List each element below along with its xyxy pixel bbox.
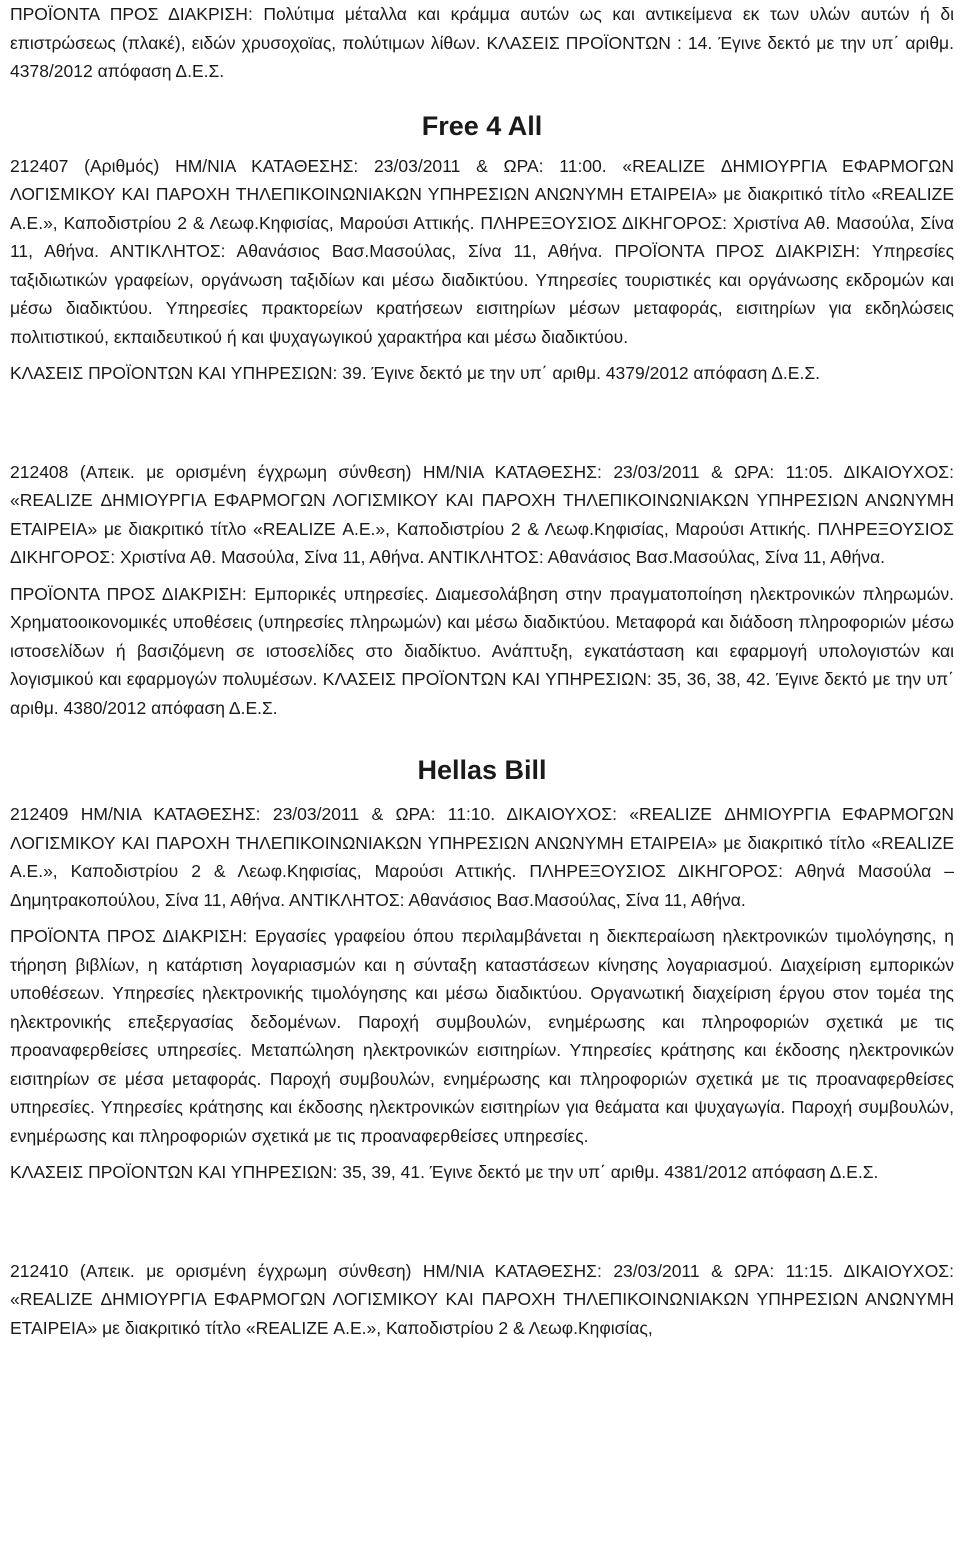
entry-212408-products: ΠΡΟΪΟΝΤΑ ΠΡΟΣ ΔΙΑΚΡΙΣΗ: Εμπορικές υπηρεσίες. Διαμεσολάβηση στην πραγματοποίηση ηλεκτρονικών πληρωμών. Χρηματοοικονομικές υποθέσεις (υπηρεσίες πληρωμών) και μέσω διαδικτύου. Μεταφορά και διάδοση πληροφοριών μέσω ιστοσελίδων ή βασιζόμενη σε ιστοσελίδες στο διαδίκτυο. Ανάπτυξη, εγκατάσταση και εφαρμογή υπολογιστών και λογισμικού και εφαρμογών πολυμέσων. ΚΛΑΣΕΙΣ ΠΡΟΪΟΝΤΩΝ ΚΑΙ ΥΠΗΡΕΣΙΩΝ: 35, 36, 38, 42. Έγινε δεκτό με την υπ΄ αριθμ. 4380/2012 απόφαση Δ.Ε.Σ. xyxy=(10,583,954,718)
entry-212409-paragraph: 212409 ΗΜ/ΝΙΑ ΚΑΤΑΘΕΣΗΣ: 23/03/2011 & ΩΡΑ: 11:10. ΔΙΚΑΙΟΥΧΟΣ: «REALIZE ΔΗΜΙΟΥΡΓΙΑ ΕΦΑΡΜΟΓΩΝ ΛΟΓΙΣΜΙΚΟΥ ΚΑΙ ΠΑΡΟΧΗ ΤΗΛΕΠΙΚΟΙΝΩΝΙΑΚΩΝ ΥΠΗΡΕΣΙΩΝ ΑΝΩΝΥΜΗ ΕΤΑΙΡΕΙΑ» με διακριτικό τίτλο «REALIZE Α.Ε.», Καποδιστρίου 2 & Λεωφ.Κηφισίας, Μαρούσι Αττικής. ΠΛΗΡΕΞΟΥΣΙΟΣ ΔΙΚΗΓΟΡΟΣ: Αθηνά Μασούλα – Δημητρακοπούλου, Σίνα 11, Αθήνα. ΑΝΤΙΚΛΗΤΟΣ: Αθανάσιος Βασ.Μασούλας, Σίνα 11, Αθήνα. xyxy=(10,804,954,910)
entry-212407-paragraph: 212407 (Αριθμός) ΗΜ/ΝΙΑ ΚΑΤΑΘΕΣΗΣ: 23/03/2011 & ΩΡΑ: 11:00. «REALIZE ΔΗΜΙΟΥΡΓΙΑ ΕΦΑΡΜΟΓΩΝ ΛΟΓΙΣΜΙΚΟΥ ΚΑΙ ΠΑΡΟΧΗ ΤΗΛΕΠΙΚΟΙΝΩΝΙΑΚΩΝ ΥΠΗΡΕΣΙΩΝ ΑΝΩΝΥΜΗ ΕΤΑΙΡΕΙΑ» με διακριτικό τίτλο «REALIZE Α.Ε.», Καποδιστρίου 2 & Λεωφ.Κηφισίας, Μαρούσι Αττικής. ΠΛΗΡΕΞΟΥΣΙΟΣ ΔΙΚΗΓΟΡΟΣ: Χριστίνα Αθ. Μασούλα, Σίνα 11, Αθήνα. ΑΝΤΙΚΛΗΤΟΣ: Αθανάσιος Βασ.Μασούλας, Σίνα 11, Αθήνα. ΠΡΟΪΟΝΤΑ ΠΡΟΣ ΔΙΑΚΡΙΣΗ: Υπηρεσίες ταξιδιωτικών γραφείων, οργάνωση ταξιδίων και μέσω διαδικτύου. Υπηρεσίες τουριστικές και οργάνωσης εκδρομών και μέσω διαδικτύου. Υπηρεσίες πρακτορείων κρατήσεων εισιτηρίων μέσων μεταφοράς, εισιτηρίων για εκδηλώσεις πολιτιστικού, εκπαιδευτικού ή και ψυχαγωγικού χαρακτήρα και μέσω διαδικτύου. xyxy=(10,155,954,347)
entry-212409-products: ΠΡΟΪΟΝΤΑ ΠΡΟΣ ΔΙΑΚΡΙΣΗ: Εργασίες γραφείου όπου περιλαμβάνεται η διεκπεραίωση ηλεκτρονικών τιμολόγησης, η τήρηση βιβλίων, η κατάρτιση λογαριασμών και η σύνταξη καταστάσεων κίνησης λογαριασμού. Διαχείριση εμπορικών υποθέσεων. Υπηρεσίες ηλεκτρονικής τιμολόγησης και μέσω διαδικτύου. Οργανωτική διαχείριση έργου στον τομέα της ηλεκτρονικής επεξεργασίας δεδομένων. Παροχή συμβουλών, ενημέρωσης και πληροφοριών σχετικά με τις προαναφερθείσες υπηρεσίες. Μεταπώληση ηλεκτρονικών εισιτηρίων. Υπηρεσίες κράτησης και έκδοσης ηλεκτρονικών εισιτηρίων σε μέσα μεταφοράς. Παροχή συμβουλών, ενημέρωσης και πληροφοριών σχετικά με τις προαναφερθείσες υπηρεσίες. Υπηρεσίες κράτησης και έκδοσης ηλεκτρονικών εισιτηρίων για θεάματα και ψυχαγωγία. Παροχή συμβουλών, ενημέρωσης και πληροφοριών σχετικά με τις προαναφερθείσες υπηρεσίες. xyxy=(10,926,954,1146)
intro-paragraph: ΠΡΟΪΟΝΤΑ ΠΡΟΣ ΔΙΑΚΡΙΣΗ: Πολύτιμα μέταλλα και κράμμα αυτών ως και αντικείμενα εκ των υλών αυτών ή δι επιστρώσεως (πλακέ), ειδών χρυσοχοϊας, πολύτιμων λίθων. ΚΛΑΣΕΙΣ ΠΡΟΪΟΝΤΩΝ : 14. Έγινε δεκτό με την υπ΄ αριθμ. 4378/2012 απόφαση Δ.Ε.Σ. xyxy=(10,4,954,81)
section-heading-free-4-all: Free 4 All xyxy=(421,110,543,141)
entry-212410-paragraph: 212410 (Απεικ. με ορισμένη έγχρωμη σύνθεση) ΗΜ/ΝΙΑ ΚΑΤΑΘΕΣΗΣ: 23/03/2011 & ΩΡΑ: 11:15. ΔΙΚΑΙΟΥΧΟΣ: «REALIZE ΔΗΜΙΟΥΡΓΙΑ ΕΦΑΡΜΟΓΩΝ ΛΟΓΙΣΜΙΚΟΥ ΚΑΙ ΠΑΡΟΧΗ ΤΗΛΕΠΙΚΟΙΝΩΝΙΑΚΩΝ ΥΠΗΡΕΣΙΩΝ ΑΝΩΝΥΜΗ ΕΤΑΙΡΕΙΑ» με διακριτικό τίτλο «REALIZE Α.Ε.», Καποδιστρίου 2 & Λεωφ.Κηφισίας, xyxy=(10,1260,954,1338)
entry-212408-paragraph: 212408 (Απεικ. με ορισμένη έγχρωμη σύνθεση) ΗΜ/ΝΙΑ ΚΑΤΑΘΕΣΗΣ: 23/03/2011 & ΩΡΑ: 11:05. ΔΙΚΑΙΟΥΧΟΣ: «REALIZE ΔΗΜΙΟΥΡΓΙΑ ΕΦΑΡΜΟΓΩΝ ΛΟΓΙΣΜΙΚΟΥ ΚΑΙ ΠΑΡΟΧΗ ΤΗΛΕΠΙΚΟΙΝΩΝΙΑΚΩΝ ΥΠΗΡΕΣΙΩΝ ΑΝΩΝΥΜΗ ΕΤΑΙΡΕΙΑ» με διακριτικό τίτλο «REALIZE Α.Ε.», Καποδιστρίου 2 & Λεωφ.Κηφισίας, Μαρούσι Αττικής. ΠΛΗΡΕΞΟΥΣΙΟΣ ΔΙΚΗΓΟΡΟΣ: Χριστίνα Αθ. Μασούλα, Σίνα 11, Αθήνα. ΑΝΤΙΚΛΗΤΟΣ: Αθανάσιος Βασ.Μασούλας, Σίνα 11, Αθήνα. xyxy=(10,461,954,567)
entry-212409-classes: ΚΛΑΣΕΙΣ ΠΡΟΪΟΝΤΩΝ ΚΑΙ ΥΠΗΡΕΣΙΩΝ: 35, 39, 41. Έγινε δεκτό με την υπ΄ αριθμ. 4381/2012 απόφαση Δ.Ε.Σ. xyxy=(10,1162,879,1182)
document-page xyxy=(10,0,954,1342)
section-heading-hellas-bill: Hellas Bill xyxy=(417,755,547,785)
entry-212407-classes: ΚΛΑΣΕΙΣ ΠΡΟΪΟΝΤΩΝ ΚΑΙ ΥΠΗΡΕΣΙΩΝ: 39. Έγινε δεκτό με την υπ΄ αριθμ. 4379/2012 απόφαση Δ.Ε.Σ. xyxy=(10,363,820,383)
